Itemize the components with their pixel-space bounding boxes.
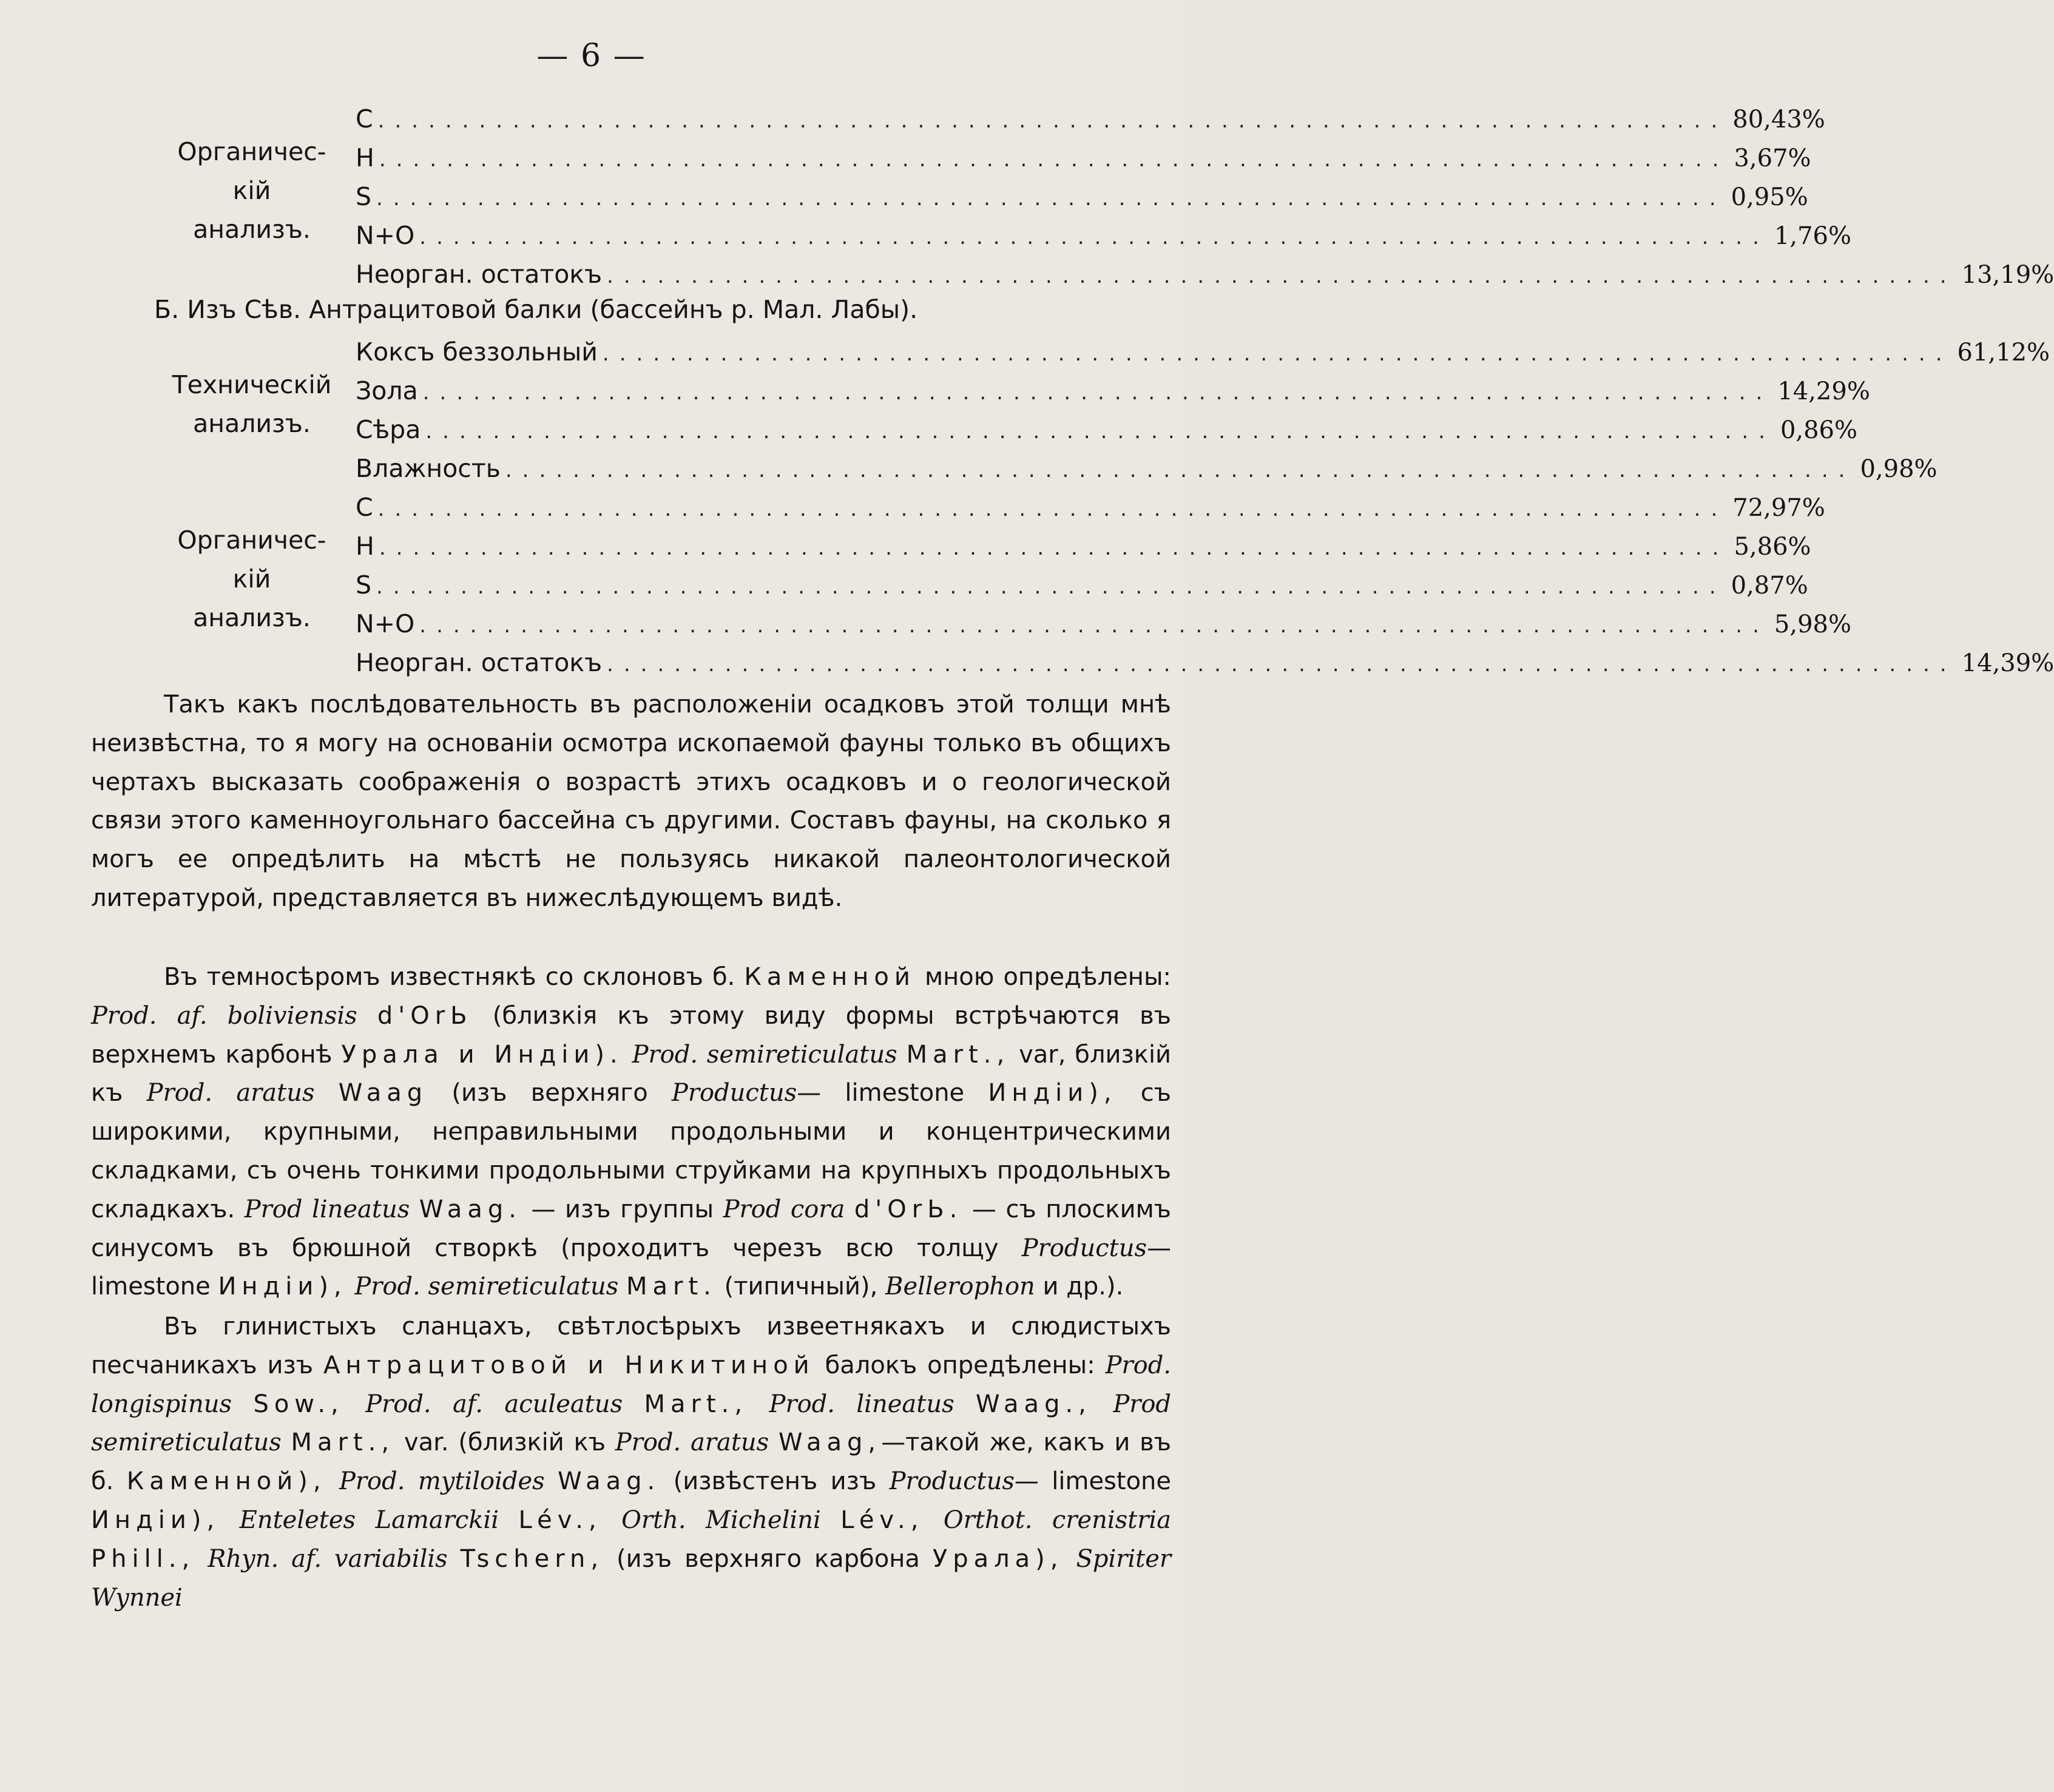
table-row: Н ................................................................................ 5,86% [356,532,1811,561]
paragraph-2: Въ темносѣромъ известнякѣ со склоновъ б. Каменной мною опредѣлены: Prod. af. boliviensis d'OrЬ (близкія къ этому виду формы встрѣчаются въ верхнемъ карбонѣ Урала и Индіи). Prod. semireticulatus Mart., var, близкій къ Prod. aratus Waag (изъ верхняго Productus— limestone Индіи), съ широкими, крупными, неправильными продольными и концентрическими складками, съ очень тонкими продольными струйками на крупныхъ продольныхъ складкахъ. Prod lineatus Waag. — изъ группы Prod cora d'OrЬ. — съ плоскимъ синусомъ въ брюшной створкѣ (проходитъ черезъ всю толщу Productus— limestone Индіи), Prod. semireticulatus Mart. (типичный), Bellerophon и др.). [91,963,1172,1301]
page-number: — 6 — [536,38,646,74]
table-row: Влажность ................................................................................ 0,98% [356,454,1937,483]
table-row: N+O ................................................................................ 1,76% [356,221,1851,250]
table-row: С ................................................................................ 72,97% [356,493,1825,522]
table-row: N+O ................................................................................ 5,98% [356,609,1851,638]
table2-group-label-technical: Техническій анализъ. [172,370,332,438]
table-row: Сѣра ................................................................................ 0,86% [356,415,1858,444]
table-row: Неорган. остатокъ ................................................................................ 13,19% [356,260,2054,289]
table-row: Зола ................................................................................ 14,29% [356,376,1870,405]
table-row: Н ................................................................................ 3,67% [356,143,1811,172]
table2-group-label-organic: Органичес- кій анализъ. [177,526,326,632]
table-row: С ................................................................................ 80,43% [356,104,1825,134]
paragraph-3: Въ глинистыхъ сланцахъ, свѣтлосѣрыхъ извеетнякахъ и слюдистыхъ песчаникахъ изъ Антрацитовой и Никитиной балокъ опредѣлены: Prod. longispinus Sow., Prod. af. aculeatus Mart., Prod. lineatus Waag., Prod semireticulatus Mart., var. (близкій къ Prod. aratus Waag,—такой же, какъ и въ б. Каменной), Prod. mytiloides Waag. (извѣстенъ изъ Productus— limestone Индіи), Enteletes Lamarckii Lév., Orth. Michelini Lév., Orthot. crenistria Phill., Rhyn. af. variabilis Tschern, (изъ верхняго карбона Урала), Spiriter Wynnei [91,1313,1172,1612]
section-b-heading: Б. Изъ Сѣв. Антрацитовой балки (бассейнъ р. Мал. Лабы). [154,295,918,324]
table-row: Неорган. остатокъ ................................................................................ 14,39% [356,648,2054,677]
table1-group-label: Органичес- кій анализъ. [177,137,326,244]
table-row: S ................................................................................ 0,87% [356,570,1808,600]
table-row: S ................................................................................ 0,95% [356,182,1808,211]
paragraph-1: Такъ какъ послѣдовательность въ расположеніи осадковъ этой толщи мнѣ неизвѣстна, то я могу на основаніи осмотра ископаемой фауны только въ общихъ чертахъ высказать соображенія о возрастѣ этихъ осадковъ и о геологической связи этого каменноугольнаго бассейна съ другими. Составъ фауны, на сколько я могъ ее опредѣлить на мѣстѣ не пользуясь никакой палеонтологической литературой, представляется въ нижеслѣдующемъ видѣ. [91,691,1171,912]
table-row: Коксъ беззольный ................................................................................ 61,12% [356,337,2050,367]
